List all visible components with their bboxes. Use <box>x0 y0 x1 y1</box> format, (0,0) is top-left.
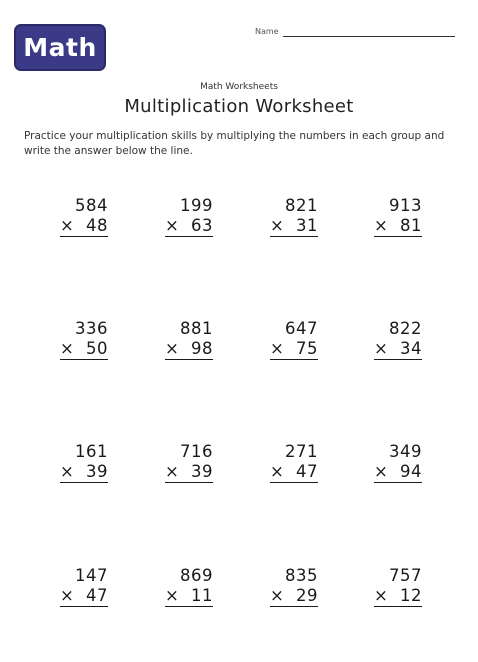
multiply-sign: × <box>60 216 75 235</box>
worksheet-title: Multiplication Worksheet <box>124 96 354 117</box>
multiplier-row <box>270 216 318 237</box>
multiplier: 81 <box>400 216 422 235</box>
multiply-sign: × <box>165 586 180 605</box>
multiplier: 29 <box>296 586 318 605</box>
multiplier-row <box>165 462 213 483</box>
multiply-sign: × <box>270 339 285 358</box>
multiply-sign: × <box>165 462 180 481</box>
problem-4 <box>374 196 422 237</box>
multiply-sign: × <box>60 462 75 481</box>
multiplicand: 757 <box>389 566 422 585</box>
multiplier-row <box>270 462 318 483</box>
multiplier: 50 <box>86 339 108 358</box>
multiplier-row <box>165 216 213 237</box>
multiplier-row <box>374 339 422 360</box>
name-line <box>283 27 455 37</box>
multiplicand: 199 <box>180 196 213 215</box>
multiplier: 11 <box>191 586 213 605</box>
multiply-sign: × <box>60 586 75 605</box>
multiplicand: 913 <box>389 196 422 215</box>
problem-10 <box>165 442 213 483</box>
problem-2 <box>165 196 213 237</box>
multiplicand: 349 <box>389 442 422 461</box>
multiplicand: 647 <box>285 319 318 338</box>
multiplier: 31 <box>296 216 318 235</box>
name-field <box>255 27 455 37</box>
problem-6 <box>165 319 213 360</box>
multiplier: 39 <box>86 462 108 481</box>
multiply-sign: × <box>60 339 75 358</box>
multiplier: 34 <box>400 339 422 358</box>
problem-9 <box>60 442 108 483</box>
multiplier: 48 <box>86 216 108 235</box>
multiplier: 47 <box>86 586 108 605</box>
multiply-sign: × <box>374 462 389 481</box>
multiply-sign: × <box>374 216 389 235</box>
multiplier: 98 <box>191 339 213 358</box>
multiplier: 39 <box>191 462 213 481</box>
multiplicand: 869 <box>180 566 213 585</box>
multiply-sign: × <box>374 339 389 358</box>
multiplier-row <box>60 216 108 237</box>
multiplier-row <box>374 216 422 237</box>
multiplier: 12 <box>400 586 422 605</box>
problem-1 <box>60 196 108 237</box>
multiplier: 94 <box>400 462 422 481</box>
multiplicand: 835 <box>285 566 318 585</box>
multiplier-row <box>165 339 213 360</box>
problem-12 <box>374 442 422 483</box>
multiplier-row <box>60 339 108 360</box>
multiply-sign: × <box>270 586 285 605</box>
multiplicand: 584 <box>75 196 108 215</box>
multiply-sign: × <box>374 586 389 605</box>
multiplicand: 716 <box>180 442 213 461</box>
logo-text: Math <box>23 33 97 62</box>
multiplier: 63 <box>191 216 213 235</box>
multiplier-row <box>374 586 422 607</box>
multiplier-row <box>270 586 318 607</box>
worksheet-instructions: Practice your multiplication skills by multiplying the numbers in each group and write the answer below the line. <box>24 130 445 157</box>
multiplicand: 822 <box>389 319 422 338</box>
problem-7 <box>270 319 318 360</box>
problem-5 <box>60 319 108 360</box>
problem-11 <box>270 442 318 483</box>
multiplier: 75 <box>296 339 318 358</box>
problem-14 <box>165 566 213 607</box>
problem-8 <box>374 319 422 360</box>
multiply-sign: × <box>270 216 285 235</box>
multiplier-row <box>60 462 108 483</box>
multiplier-row <box>165 586 213 607</box>
multiplicand: 881 <box>180 319 213 338</box>
multiply-sign: × <box>165 216 180 235</box>
multiplier-row <box>60 586 108 607</box>
name-label: Name <box>255 27 279 36</box>
math-logo <box>14 24 106 71</box>
problem-15 <box>270 566 318 607</box>
problem-13 <box>60 566 108 607</box>
multiplier-row <box>270 339 318 360</box>
multiplicand: 336 <box>75 319 108 338</box>
multiply-sign: × <box>270 462 285 481</box>
multiplicand: 161 <box>75 442 108 461</box>
multiply-sign: × <box>165 339 180 358</box>
multiplicand: 147 <box>75 566 108 585</box>
problem-16 <box>374 566 422 607</box>
multiplier-row <box>374 462 422 483</box>
multiplier: 47 <box>296 462 318 481</box>
problem-3 <box>270 196 318 237</box>
multiplicand: 271 <box>285 442 318 461</box>
worksheet-subtitle: Math Worksheets <box>200 82 278 92</box>
multiplicand: 821 <box>285 196 318 215</box>
